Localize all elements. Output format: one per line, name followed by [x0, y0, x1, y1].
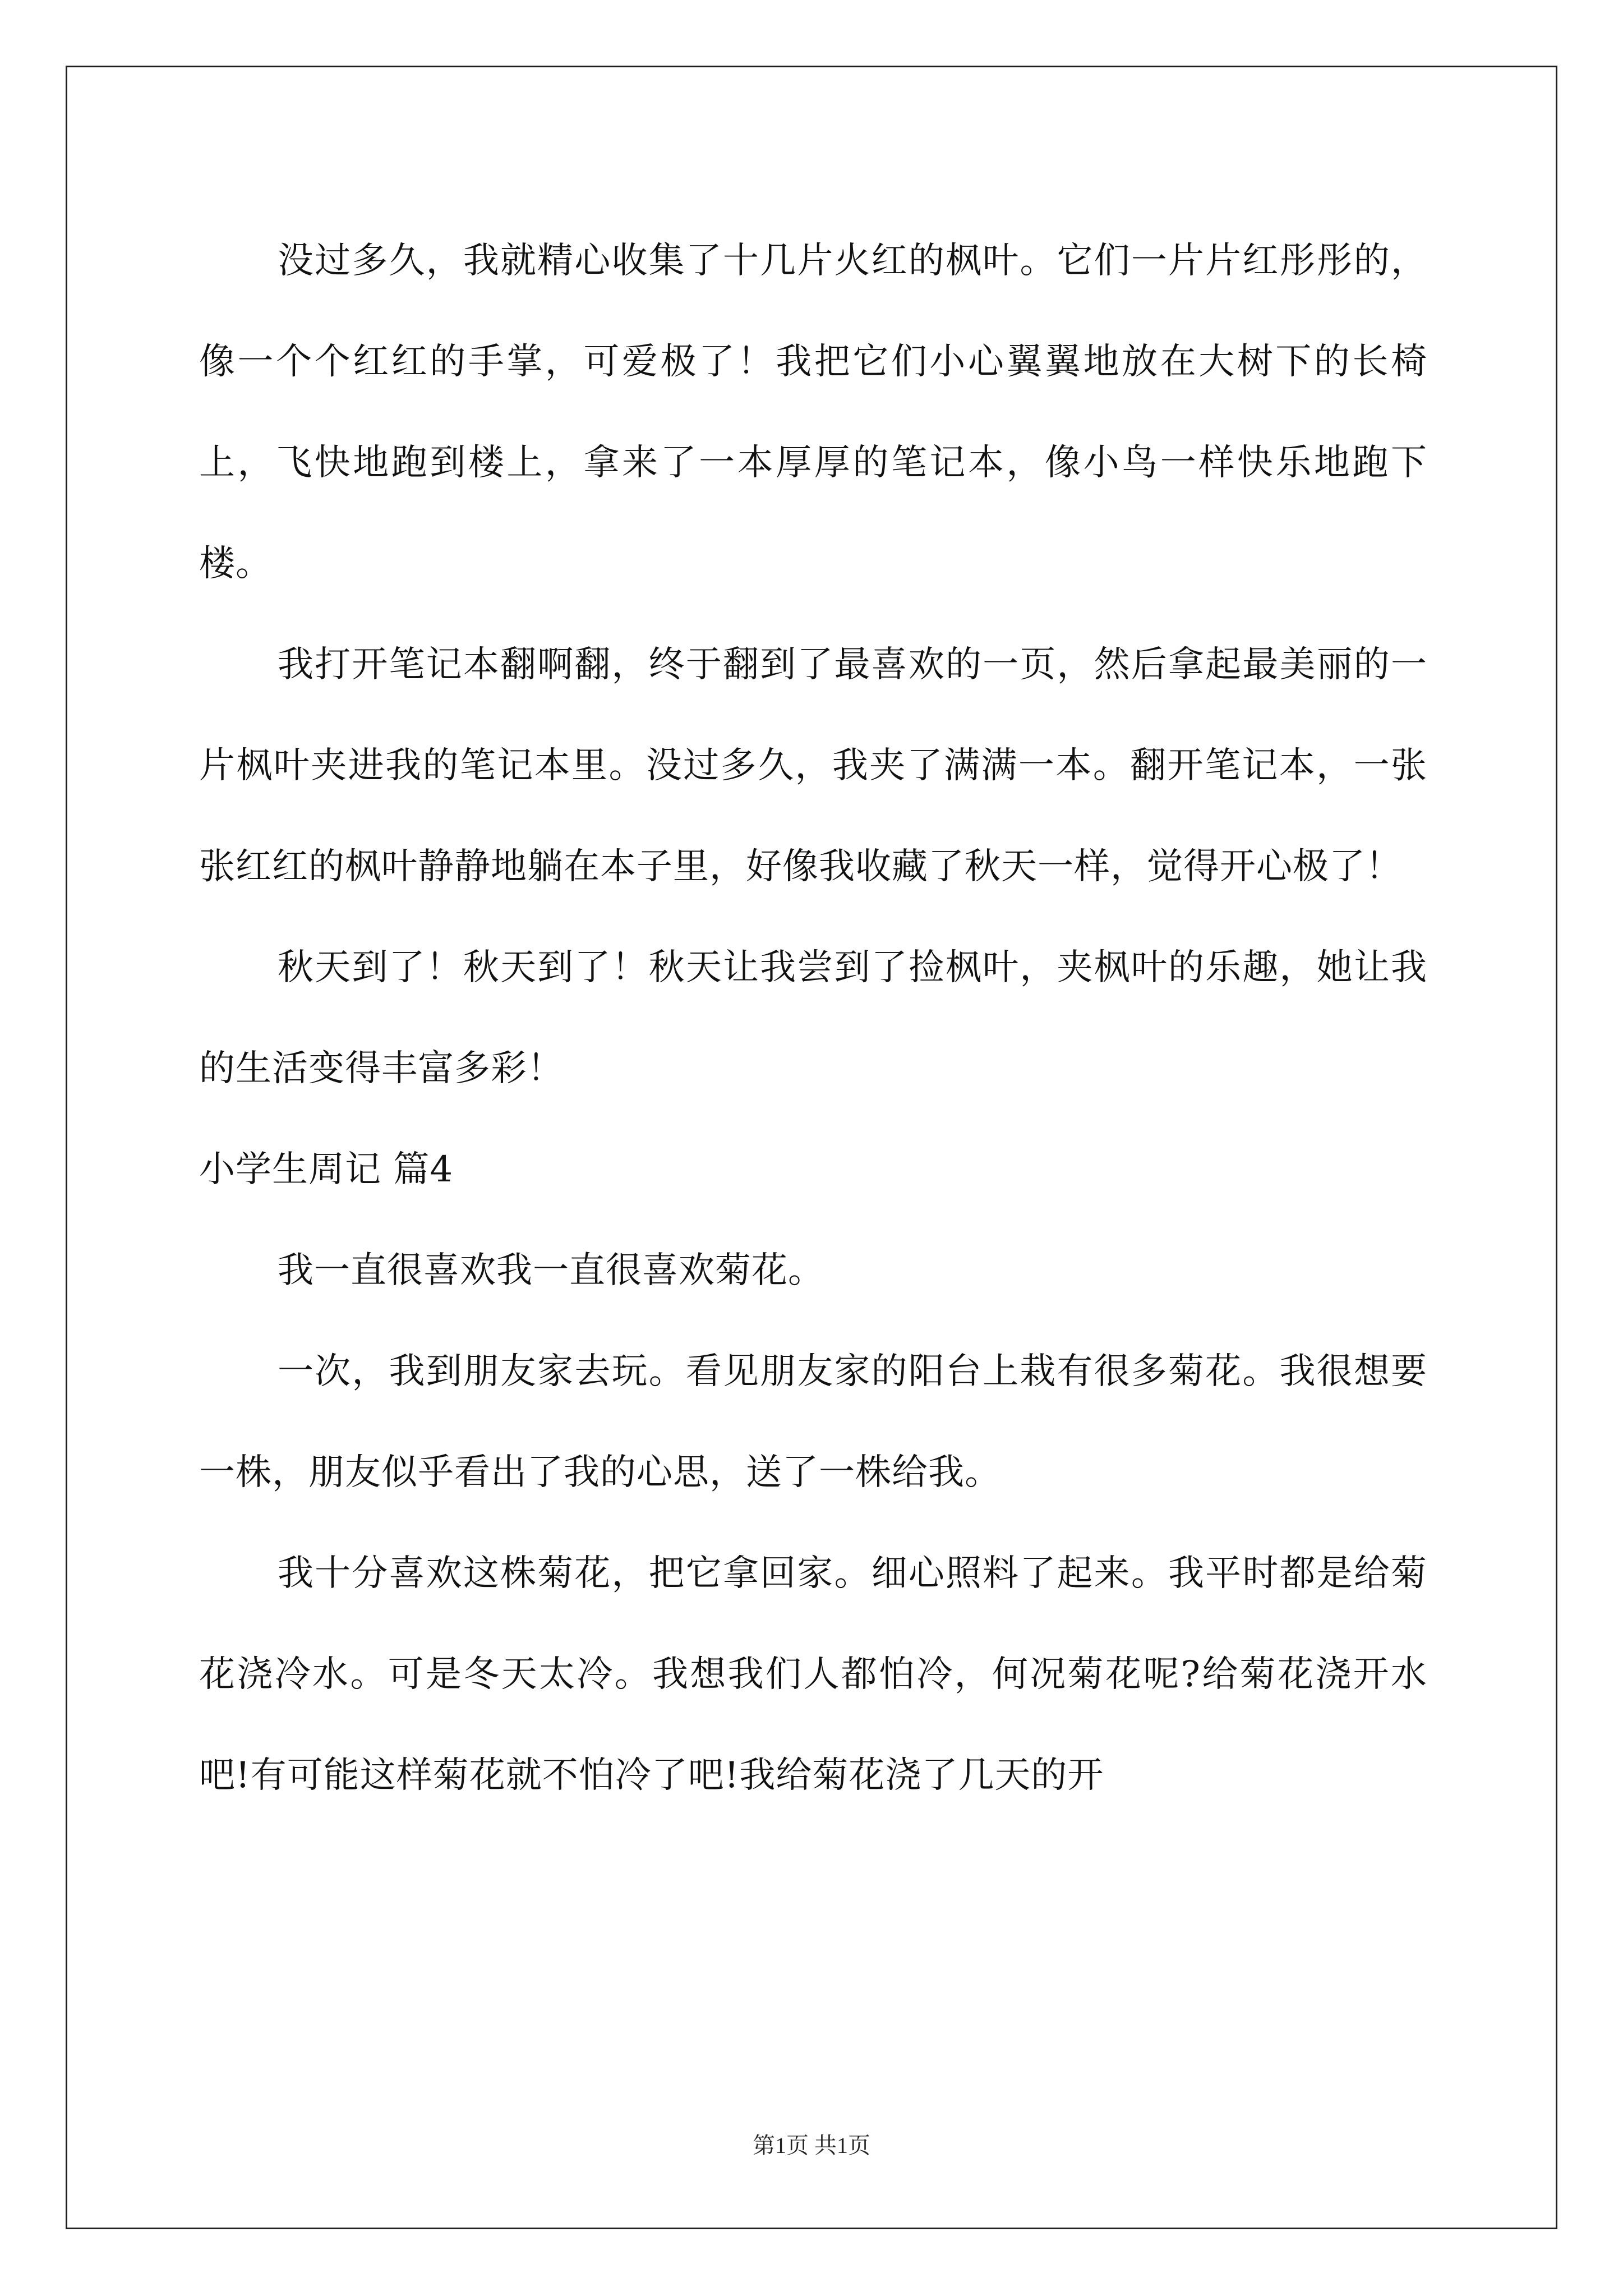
document-body	[199, 210, 1427, 1826]
section-heading: 小学生周记 篇4	[199, 1149, 454, 1190]
paragraph: 我一直很喜欢我一直很喜欢菊花。	[278, 1250, 824, 1291]
paragraph: 一次，我到朋友家去玩。看见朋友家的阳台上栽有很多菊花。我很想要一株，朋友似乎看出了我的心思，送了一株给我。	[199, 1351, 1427, 1493]
paragraph: 没过多久，我就精心收集了十几片火红的枫叶。它们一片片红彤彤的，像一个个红红的手掌，可爱极了！我把它们小心翼翼地放在大树下的长椅上，飞快地跑到楼上，拿来了一本厚厚的笔记本，像小鸟一样快乐地跑下楼。	[199, 240, 1427, 585]
paragraph: 我打开笔记本翻啊翻，终于翻到了最喜欢的一页，然后拿起最美丽的一片枫叶夹进我的笔记本里。没过多久，我夹了满满一本。翻开笔记本，一张张红红的枫叶静静地躺在本子里，好像我收藏了秋天一样，觉得开心极了！	[199, 644, 1427, 887]
paragraph: 我十分喜欢这株菊花，把它拿回家。细心照料了起来。我平时都是给菊花浇冷水。可是冬天太冷。我想我们人都怕冷，何况菊花呢?给菊花浇开水吧!有可能这样菊花就不怕冷了吧!我给菊花浇了几天的开	[199, 1553, 1427, 1796]
page-number-footer: 第1页 共1页	[753, 2133, 870, 2158]
paragraph: 秋天到了！秋天到了！秋天让我尝到了捡枫叶，夹枫叶的乐趣，她让我的生活变得丰富多彩！	[199, 947, 1427, 1089]
